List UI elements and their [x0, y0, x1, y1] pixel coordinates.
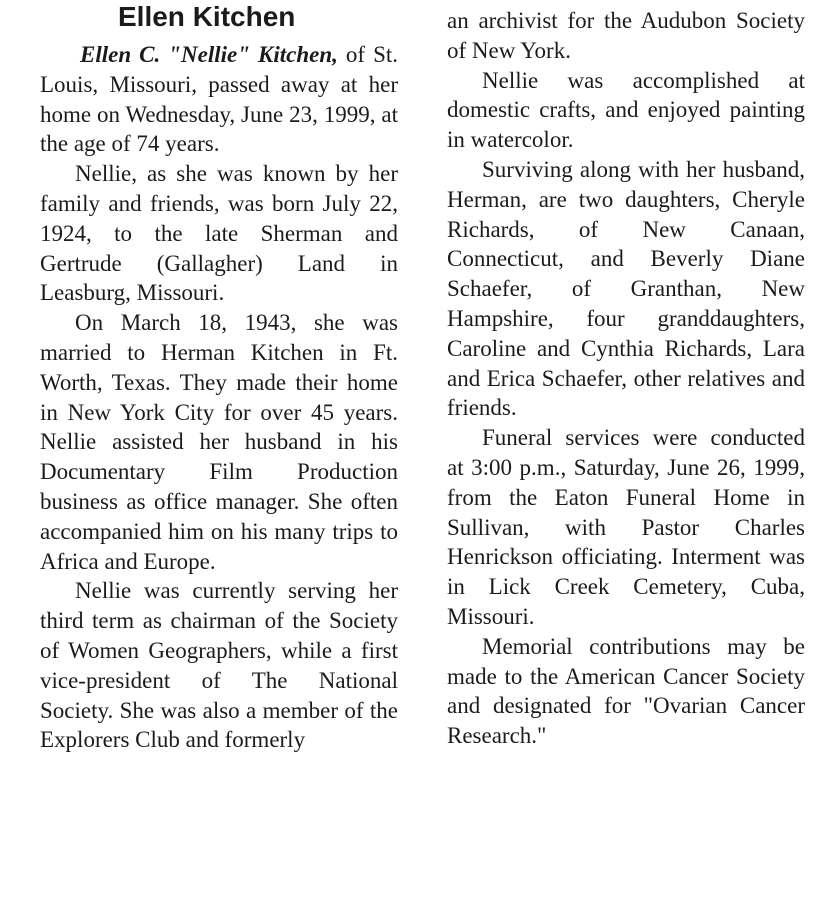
- paragraph-memorial: Memorial contributions may be made to the American Cancer Society and designated for "Ovarian Cancer Research.": [447, 633, 805, 749]
- paragraph-birth: Nellie, as she was known by her family and friends, was born July 22, 1924, to the late Sherman and Gertrude (Gallagher) Land in Leasburg, Missouri.: [40, 161, 398, 306]
- right-column: [447, 6, 805, 751]
- lead-name: Ellen C. "Nellie" Kitchen,: [80, 42, 338, 67]
- headline: Ellen Kitchen: [118, 1, 296, 32]
- paragraph-marriage: On March 18, 1943, she was married to Herman Kitchen in Ft. Worth, Texas. They made their home in New York City for over 45 years. Nellie assisted her husband in his Documentary Film Production business as office manager. She often accompanied him on his many trips to Africa and Europe.: [40, 310, 398, 574]
- paragraph-survivors: Surviving along with her husband, Herman, are two daughters, Cheryle Richards, of New Canaan, Connecticut, and Beverly Diane Schaefer, of Granthan, New Hampshire, four granddaughters, Caroline and Cynthia Richards, Lara and Erica Schaefer, other relatives and friends.: [447, 156, 805, 421]
- paragraph-intro: [40, 40, 398, 159]
- paragraph-crafts: Nellie was accomplished at domestic crafts, and enjoyed painting in watercolor.: [447, 67, 805, 153]
- paragraph-funeral: Funeral services were conducted at 3:00 p.m., Saturday, June 26, 1999, from the Eaton Funeral Home in Sullivan, with Pastor Charles Henrickson officiating. Interment was in Lick Creek Cemetery, Cuba, Missouri.: [447, 425, 805, 629]
- paragraph-intro-text: of St. Louis, Missouri, passed away at her home on Wednesday, June 23, 1999, at the age of 74 years.: [40, 42, 398, 157]
- left-column: [40, 0, 398, 755]
- paragraph-societies: Nellie was currently serving her third term as chairman of the Society of Women Geographers, while a first vice-president of The National Society. She was also a member of the Explorers Club and formerly: [40, 578, 398, 753]
- paragraph-continued: an archivist for the Audubon Society of New York.: [447, 8, 805, 63]
